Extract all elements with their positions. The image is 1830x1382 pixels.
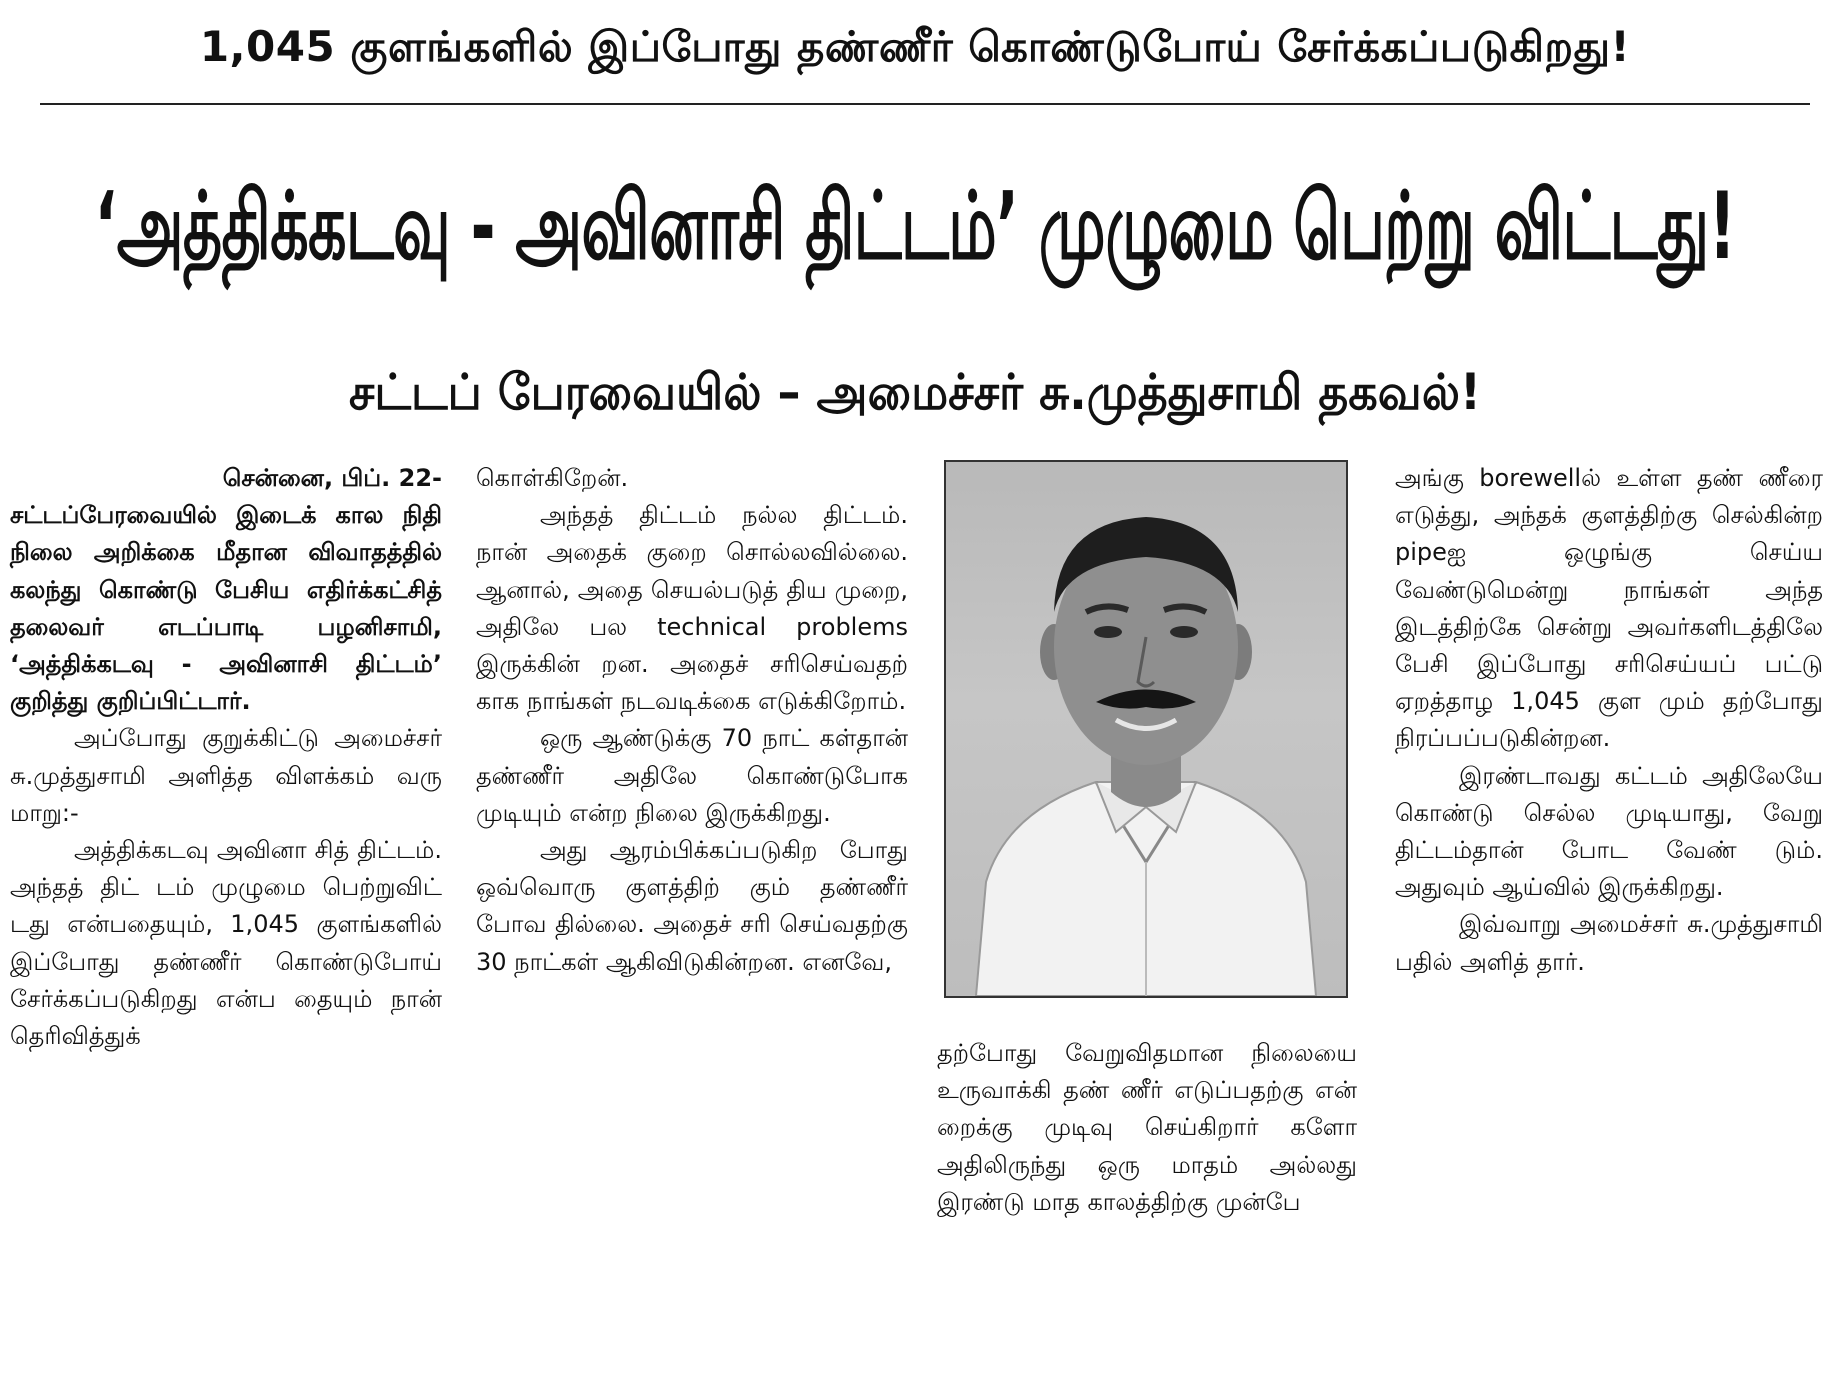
- lead-block: [10, 460, 442, 720]
- article-column-3: [937, 1035, 1357, 1221]
- minister-photo: [944, 460, 1348, 998]
- article-paragraph: அது ஆரம்பிக்கப்படுகிற போது ஒவ்வொரு குளத்திற் கும் தண்ணீர் போவ தில்லை. அதைச் சரி செய்வதற்கு 30 நாட்கள் ஆகிவிடுகின்றன. எனவே,: [476, 836, 908, 976]
- article-paragraph-continued: தற்போது வேறுவிதமான நிலையை உருவாக்கி தண் ணீர் எடுப்பதற்கு என் றைக்கு முடிவு செய்கிறார் களோ அதிலிருந்து ஒரு மாதம் அல்லது இரண்டு மாத காலத்திற்கு முன்பே: [937, 1039, 1357, 1216]
- article-paragraph: இரண்டாவது கட்டம் அதிலேயே கொண்டு செல்ல முடியாது, வேறு திட்டம்தான் போட வேண் டும். அதுவும் ஆய்வில் இருக்கிறது.: [1395, 761, 1823, 902]
- article-paragraph: ஒரு ஆண்டுக்கு 70 நாட் கள்தான் தண்ணீர் அதிலே கொண்டுபோக முடியும் என்ற நிலை இருக்கிறது.: [476, 724, 908, 827]
- article-paragraph: இவ்வாறு அமைச்சர் சு.முத்துசாமி பதில் அளித் தார்.: [1395, 910, 1823, 976]
- article-paragraph-continued: அங்கு borewellல் உள்ள தண் ணீரை எடுத்து, அந்தக் குளத்திற்கு செல்கின்ற pipeஐ ஒழுங்கு செய்ய வேண்டுமென்று நாங்கள் அந்த இடத்திற்கே சென்று அவர்களிடத்திலே பேசி இப்போது சரிசெய்யப் பட்டு ஏறத்தாழ 1,045 குள மும் தற்போது நிரப்பப்படுகின்றன.: [1395, 464, 1823, 753]
- article-paragraph-continued: கொள்கிறேன்.: [476, 464, 629, 492]
- person-portrait-icon: [946, 462, 1346, 996]
- sub-headline: சட்டப் பேரவையில் – அமைச்சர் சு.முத்துசாமி தகவல்!: [348, 362, 1481, 421]
- article-paragraph: அத்திக்கடவு அவினா சித் திட்டம். அந்தத் திட் டம் முழுமை பெற்றுவிட் டது என்பதையும், 1,045 குளங்களில் இப்போது தண்ணீர் கொண்டுபோய் சேர்க்கப்படுகிறது என்ப தையும் நான் தெரிவித்துக்: [10, 836, 442, 1051]
- article-paragraph: அந்தத் திட்டம் நல்ல திட்டம். நான் அதைக் குறை சொல்லவில்லை. ஆனால், அதை செயல்படுத் திய முறை, அதிலே பல technical problems இருக்கின் றன. அதைச் சரிசெய்வதற் காக நாங்கள் நடவடிக்கை எடுக்கிறோம்.: [476, 501, 908, 716]
- kicker-headline: 1,045 குளங்களில் இப்போது தண்ணீர் கொண்டுபோய் சேர்க்கப்படுகிறது!: [199, 21, 1631, 71]
- lead-paragraph: சட்டப்பேரவையில் இடைக் கால நிதி நிலை அறிக்கை மீதான விவாதத்தில் கலந்து கொண்டு பேசிய எதிர்க்கட்சித் தலைவர் எடப்பாடி பழனிசாமி, ‘அத்திக்கடவு - அவினாசி திட்டம்’ குறித்து குறிப்பிட்டார்.: [10, 501, 442, 716]
- article-column-1: [10, 460, 442, 1055]
- article-column-4: [1395, 460, 1823, 981]
- article-paragraph: அப்போது குறுக்கிட்டு அமைச்சர் சு.முத்துசாமி அளித்த விளக்கம் வரு மாறு:-: [10, 724, 442, 827]
- article-column-2: [476, 460, 908, 981]
- dateline: சென்னை, பிப். 22-: [222, 464, 442, 492]
- main-headline: ‘அத்திக்கடவு - அவினாசி திட்டம்’ முழுமை பெற்று விட்டது!: [94, 172, 1736, 282]
